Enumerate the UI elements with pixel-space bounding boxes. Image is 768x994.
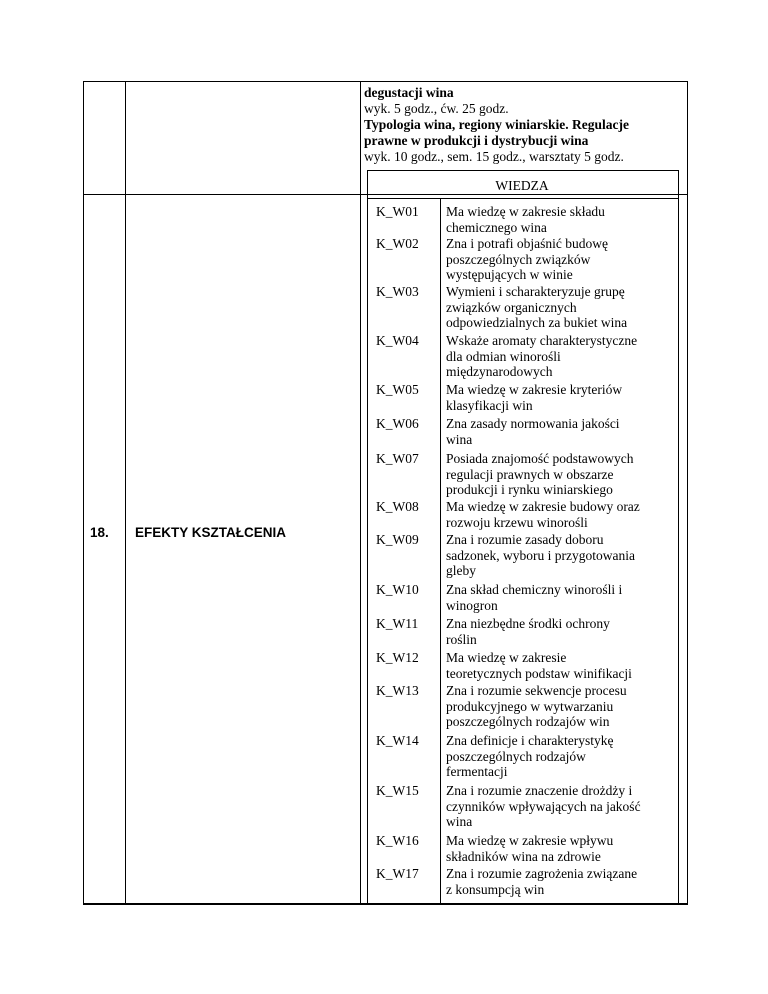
desc-k-w03: Wymieni i scharakteryzuje grupę związków organicznych odpowiedzialnych za bukiet wina — [446, 284, 628, 330]
code-k-w03: K_W03 — [376, 284, 419, 299]
code-k-w12: K_W12 — [376, 650, 419, 665]
code-k-w06: K_W06 — [376, 416, 419, 431]
top-line-5: wyk. 10 godz., sem. 15 godz., warsztaty 5 godz. — [364, 149, 624, 164]
code-k-w04: K_W04 — [376, 333, 419, 348]
desc-k-w16: Ma wiedzę w zakresie wpływu składników wina na zdrowie — [446, 833, 614, 864]
top-line-4: prawne w produkcji i dystrybucji wina — [364, 133, 589, 148]
desc-k-w08: Ma wiedzę w zakresie budowy oraz rozwoju krzewu winorośli — [446, 499, 640, 530]
top-line-2: wyk. 5 godz., ćw. 25 godz. — [364, 101, 509, 116]
code-k-w10: K_W10 — [376, 582, 419, 597]
row-number: 18. — [90, 525, 109, 540]
code-k-w17: K_W17 — [376, 866, 419, 881]
row-divider — [83, 194, 688, 195]
desc-k-w11: Zna niezbędne środki ochrony roślin — [446, 616, 610, 647]
desc-k-w17: Zna i rozumie zagrożenia związane z konsumpcją win — [446, 866, 638, 897]
table-left-border — [83, 81, 84, 904]
top-line-1: degustacji wina — [364, 85, 454, 100]
wiedza-top-border — [367, 170, 678, 171]
code-k-w14: K_W14 — [376, 733, 419, 748]
table-bottom-border — [83, 903, 688, 905]
desc-k-w14: Zna definicje i charakterystykę poszczególnych rodzajów fermentacji — [446, 733, 614, 779]
code-k-w13: K_W13 — [376, 683, 419, 698]
desc-k-w13: Zna i rozumie sekwencje procesu produkcyjnego w wytwarzaniu poszczególnych rodzajów win — [446, 683, 627, 729]
desc-k-w12: Ma wiedzę w zakresie teoretycznych podstaw winifikacji — [446, 650, 632, 681]
code-k-w15: K_W15 — [376, 783, 419, 798]
desc-k-w09: Zna i rozumie zasady doboru sadzonek, wyboru i przygotowania gleby — [446, 532, 635, 578]
code-k-w09: K_W09 — [376, 532, 419, 547]
desc-k-w10: Zna skład chemiczny winorośli i winogron — [446, 582, 623, 613]
code-k-w01: K_W01 — [376, 204, 419, 219]
row-label: EFEKTY KSZTAŁCENIA — [135, 525, 287, 540]
desc-k-w04: Wskaże aromaty charakterystyczne dla odmian winorośli międzynarodowych — [446, 333, 638, 379]
desc-k-w07: Posiada znajomość podstawowych regulacji prawnych w obszarze produkcji i rynku winiarskiego — [446, 451, 634, 497]
wiedza-col-divider — [440, 198, 441, 903]
wiedza-header-divider — [367, 198, 678, 199]
wiedza-title: WIEDZA — [495, 178, 549, 193]
table-right-border — [687, 81, 688, 904]
code-k-w11: K_W11 — [376, 616, 419, 631]
desc-k-w15: Zna i rozumie znaczenie drożdży i czynników wpływających na jakość wina — [446, 783, 641, 829]
desc-k-w06: Zna zasady normowania jakości wina — [446, 416, 620, 447]
desc-k-w01: Ma wiedzę w zakresie składu chemicznego wina — [446, 204, 605, 235]
code-k-w16: K_W16 — [376, 833, 419, 848]
code-k-w08: K_W08 — [376, 499, 419, 514]
col-divider-1 — [125, 81, 126, 904]
table-top-border — [83, 81, 688, 82]
wiedza-left-border — [367, 170, 368, 903]
desc-k-w05: Ma wiedzę w zakresie kryteriów klasyfikacji win — [446, 382, 623, 413]
code-k-w02: K_W02 — [376, 236, 419, 251]
top-line-3: Typologia wina, regiony winiarskie. Regulacje — [364, 117, 630, 132]
desc-k-w02: Zna i potrafi objaśnić budowę poszczególnych związków występujących w winie — [446, 236, 608, 282]
code-k-w05: K_W05 — [376, 382, 419, 397]
code-k-w07: K_W07 — [376, 451, 419, 466]
col-divider-2 — [360, 81, 361, 904]
